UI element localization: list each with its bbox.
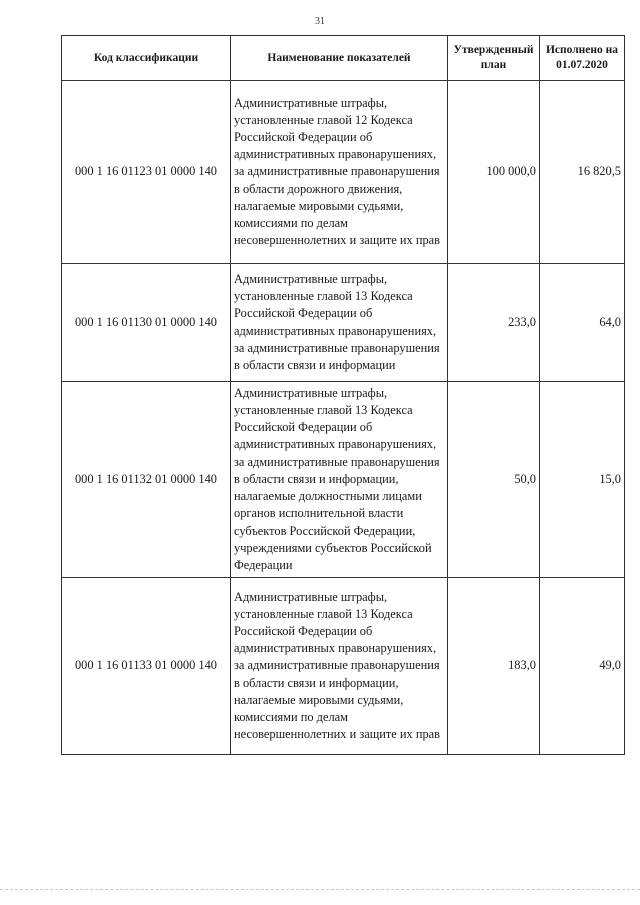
revenue-table — [61, 35, 625, 755]
row-code: 000 1 16 01123 01 0000 140 — [62, 81, 231, 264]
table-row — [62, 81, 625, 264]
header-done: Исполнено на 01.07.2020 — [540, 36, 625, 81]
row-name: Административные штрафы, установленные главой 13 Кодекса Российской Федерации об административных правонарушениях, за административные правонарушения в области связи и информации, налагаемые должностными лицами органов исполнительной власти субъектов Российской Федерации, учреждениями субъектов Российской Федерации — [231, 382, 448, 578]
row-name: Административные штрафы, установленные главой 13 Кодекса Российской Федерации об административных правонарушениях, за административные правонарушения в области связи и информации, налагаемые мировыми судьями, комиссиями по делам несовершеннолетних и защите их прав — [231, 578, 448, 755]
row-plan: 50,0 — [448, 382, 540, 578]
row-name: Административные штрафы, установленные главой 12 Кодекса Российской Федерации об административных правонарушениях, за административные правонарушения в области дорожного движения, налагаемые мировыми судьями, комиссиями по делам несовершеннолетних и защите их прав — [231, 81, 448, 264]
row-code: 000 1 16 01132 01 0000 140 — [62, 382, 231, 578]
row-code: 000 1 16 01133 01 0000 140 — [62, 578, 231, 755]
row-done: 64,0 — [540, 264, 625, 382]
row-done: 15,0 — [540, 382, 625, 578]
header-plan: Утвержденный план — [448, 36, 540, 81]
header-code: Код классификации — [62, 36, 231, 81]
footer-divider — [0, 889, 640, 891]
row-name: Административные штрафы, установленные главой 13 Кодекса Российской Федерации об административных правонарушениях, за административные правонарушения в области связи и информации — [231, 264, 448, 382]
table-row — [62, 578, 625, 755]
row-plan: 233,0 — [448, 264, 540, 382]
header-name: Наименование показателей — [231, 36, 448, 81]
row-done: 49,0 — [540, 578, 625, 755]
row-code: 000 1 16 01130 01 0000 140 — [62, 264, 231, 382]
row-plan: 183,0 — [448, 578, 540, 755]
row-plan: 100 000,0 — [448, 81, 540, 264]
table-row — [62, 264, 625, 382]
row-done: 16 820,5 — [540, 81, 625, 264]
table-row — [62, 382, 625, 578]
page-number: 31 — [315, 16, 325, 27]
table-header-row — [62, 36, 625, 81]
